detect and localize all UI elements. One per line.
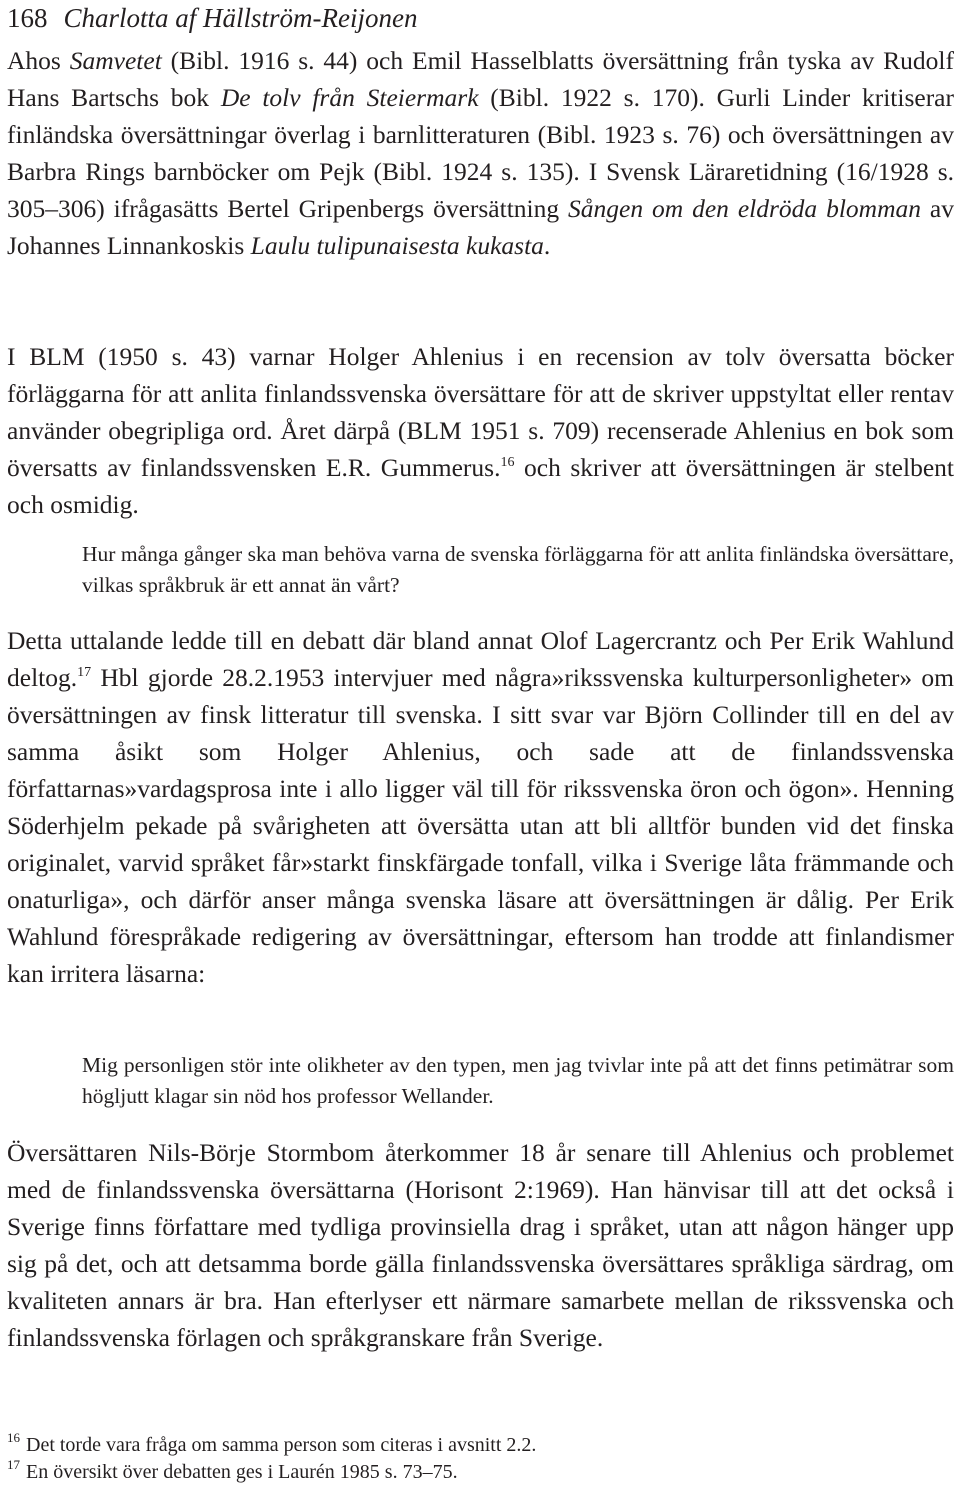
running-header [7,2,418,34]
footnote-16 [7,1430,954,1460]
footnote-number: 17 [7,1457,20,1472]
p1-text-a: Ahos [7,46,70,75]
p1-title-tolv: De tolv från Steiermark [220,83,479,112]
footnote-text: En översikt över debatten ges i Laurén 1985 s. 73–75. [26,1461,458,1483]
page-number: 168 [7,3,48,33]
p1-text-d: av Johannes Linnankoskis [7,194,954,260]
running-header-author: Charlotta af Hällström-Reijonen [63,3,418,33]
footnote-text: Det torde vara fråga om samma person som citeras i avsnitt 2.2. [26,1434,537,1456]
paragraph-3 [7,622,954,992]
block-quote-1: Hur många gånger ska man behöva varna de svenska förläggarna för att anlita finländska översättare, vilkas språkbruk är ett annat än vårt? [82,542,954,597]
p1-text-e: . [543,231,551,260]
paragraph-1 [7,42,954,264]
p2-text-a: I BLM (1950 s. 43) varnar Holger Ahlenius i en recension av tolv översatta böcker förläggarna för att anlita finlandssvenska översättare för att de skriver uppstyltat eller rentav använder obegripliga ord. Året därpå (BLM 1951 s. 709) recenserade Ahlenius en bok som översatts av finlandssvensken E.R. Gummerus. [7,342,954,482]
p2-text-b: och skriver att översättningen är stelbent och osmidig. [7,453,954,519]
p1-title-sangen: Sången om den eldröda blomman [568,194,921,223]
footnote-17 [7,1457,954,1487]
paragraph-4: Översättaren Nils-Börje Stormbom återkommer 18 år senare till Ahlenius och problemet med de finlandssvenska översättarna (Horisont 2:1969). Han hänvisar till att det också i Sverige finns författare med tydliga provinsiella drag i språket, utan att någon hänger upp sig på det, och att detsamma borde gälla finlandssvenska översättares språkliga särdrag, om kvaliteten annars är bra. Han efterlyser ett närmare samarbete mellan de rikssvenska och finlandssvenska förlagen och språkgranskare från Sverige. [7,1138,954,1352]
footnote-number: 16 [7,1430,20,1445]
p1-title-laulu: Laulu tulipunaisesta kukasta [250,231,544,260]
block-quote-2: Mig personligen stör inte olikheter av den typen, men jag tvivlar inte på att det finns petimätrar som högljutt klagar sin nöd hos professor Wellander. [82,1053,954,1108]
footnote-ref-16: 16 [500,455,515,470]
footnote-ref-17: 17 [77,665,92,680]
p1-title-samvetet: Samvetet [69,46,162,75]
p1-text-c: (Bibl. 1922 s. 170). Gurli Linder kritiserar finländska översättningar överlag i barnlitteraturen (Bibl. 1923 s. 76) och översättningen av Barbra Rings barnböcker om Pejk (Bibl. 1924 s. 135). I Svensk Läraretidning (16/1928 s. 305–306) ifrågasätts Bertel Gripenbergs översättning [7,83,954,223]
p3-text-a: Detta uttalande ledde till en debatt där bland annat Olof Lagercrantz och Per Erik Wahlund deltog. [7,626,954,692]
p1-text-b: (Bibl. 1916 s. 44) och Emil Hasselblatts översättning från tyska av Rudolf Hans Bartschs bok [7,46,954,112]
p3-text-b: Hbl gjorde 28.2.1953 intervjuer med några»rikssvenska kulturpersonligheter» om översättningen av finsk litteratur till svenska. I sitt svar var Björn Collinder till en del av samma åsikt som Holger Ahlenius, och sade att de finlandssvenska författarnas»vardagsprosa inte i allo ligger väl till för rikssvenska öron och ögon». Henning Söderhjelm pekade på svårigheten att översätta utan att bli alltför bunden vid det finska originalet, varvid språket får»starkt finskfärgade tonfall, vilka i Sverige låta främmande och onaturliga», och därför anser många svenska läsare att översättningen är dålig. Per Erik Wahlund förespråkade redigering av översättningar, eftersom han trodde att finlandismer kan irritera läsarna: [7,663,954,988]
paragraph-2 [7,338,954,523]
